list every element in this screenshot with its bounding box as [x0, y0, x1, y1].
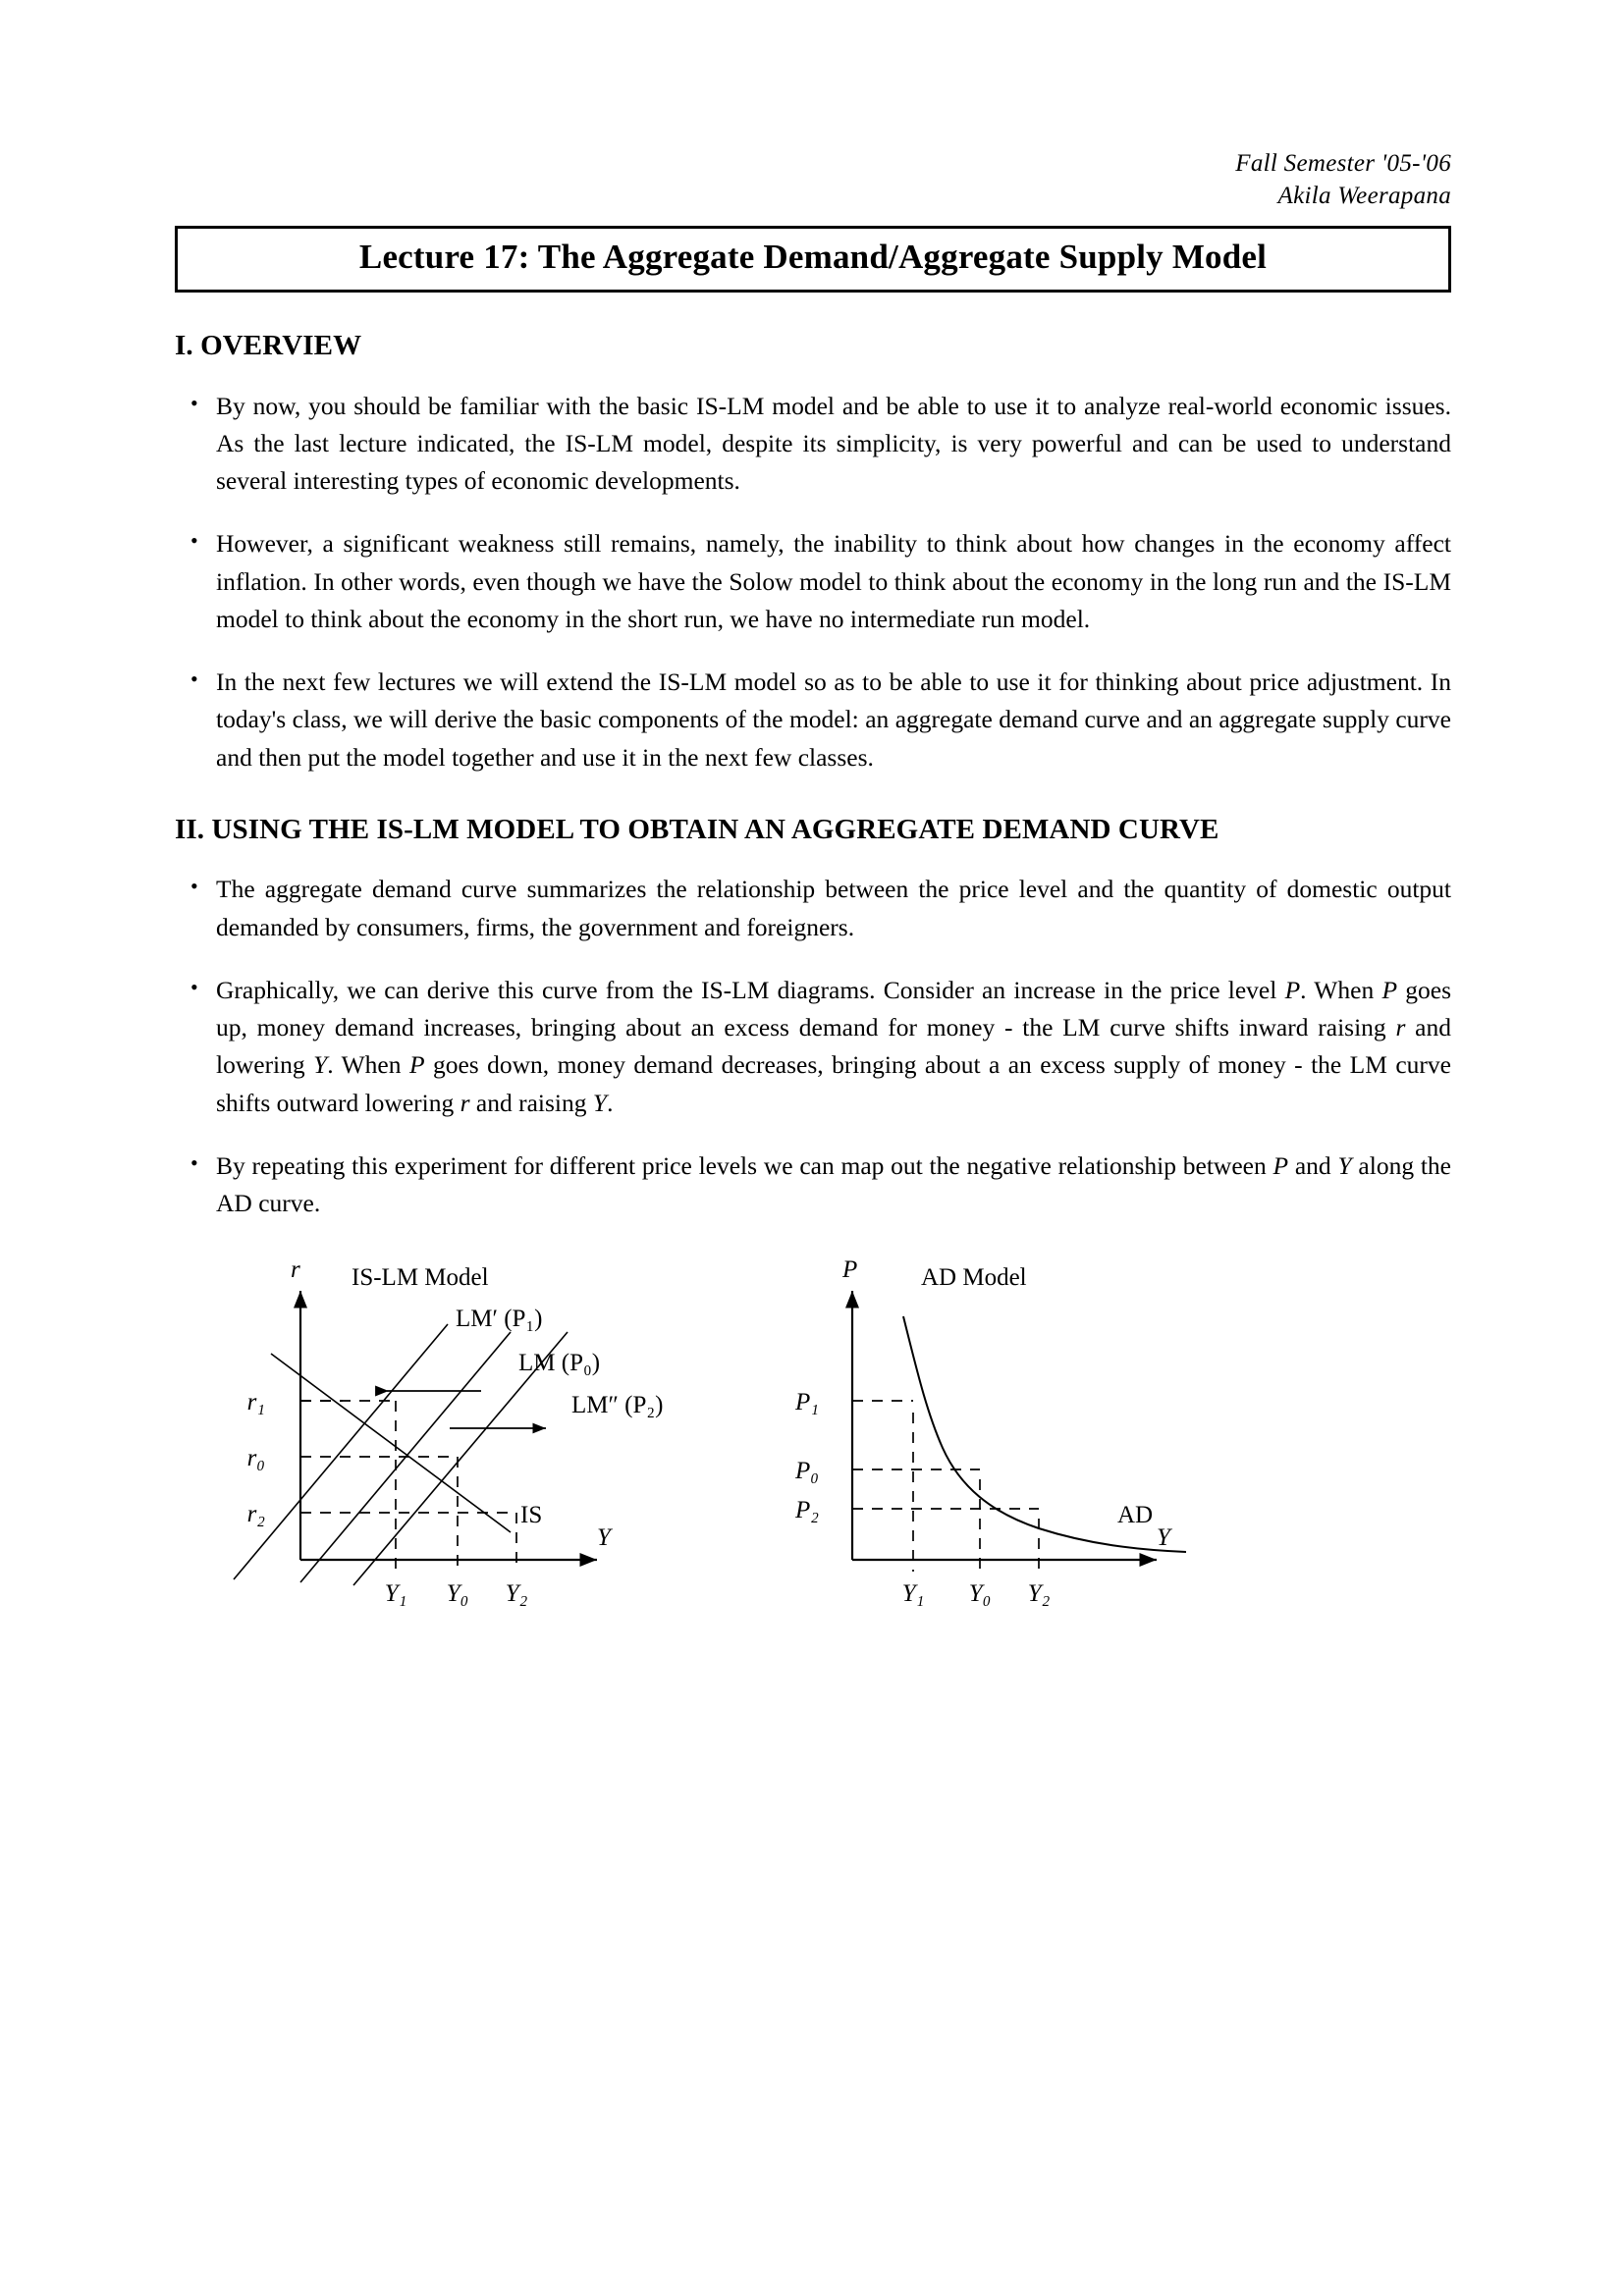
- ad-x-axis-label: Y: [1157, 1524, 1170, 1552]
- islm-chart-title: IS-LM Model: [352, 1264, 489, 1292]
- document-header: [175, 147, 1451, 212]
- list-item: • By now, you should be familiar with the basic IS-LM model and be able to use it to analyze real-world economic issues. As the last lecture indicated, the IS-LM model, despite its simplicity, is very powerful and can be used to understand several interesting types of economic developments.: [175, 388, 1451, 501]
- islm-x-axis-label: Y: [597, 1524, 611, 1552]
- islm-label-lm2: LM″ (P₂): [571, 1392, 664, 1419]
- bullet-graphical-p5: . When: [327, 1050, 409, 1080]
- ad-ytick-p2: P₂: [795, 1497, 819, 1524]
- islm-label-lm0: LM (P₀): [518, 1350, 601, 1377]
- list-item: • However, a significant weakness still remains, namely, the inability to think about how changes in the economy affect inflation. In other words, even though we have the Solow model to think about the economy in the long run and the IS-LM model to think about the economy in the short run, we have no intermediate run model.: [175, 525, 1451, 638]
- bullet-graphical-p2: . When: [1300, 975, 1382, 1004]
- author-label: Akila Weerapana: [1277, 183, 1451, 209]
- var-Y: Y: [313, 1050, 328, 1080]
- ad-ytick-p1: P₁: [795, 1389, 819, 1416]
- islm-xtick-y1: Y₁: [384, 1580, 407, 1608]
- list-item: [175, 871, 1451, 946]
- ad-xtick-y2: Y₂: [1027, 1580, 1051, 1608]
- ad-curve-label: AD: [1117, 1502, 1154, 1529]
- bullet-graphical-p8: .: [607, 1088, 614, 1117]
- var-P: P: [408, 1050, 425, 1080]
- islm-label-is: IS: [520, 1502, 543, 1529]
- section-heading-overview: I. OVERVIEW: [175, 330, 362, 361]
- var-P: P: [1381, 975, 1398, 1004]
- bullet-repeating-p3: along the AD curve.: [216, 1150, 1451, 1218]
- ad-chart-title: AD Model: [921, 1264, 1027, 1292]
- figure-islm-ad: [175, 1255, 1451, 1766]
- aggregate-demand-bullet-list: [175, 871, 1451, 1222]
- bullet-graphical-p6: goes down, money demand decreases, bringing about a an excess supply of money - the LM curve shifts outward lowering: [216, 1050, 1451, 1117]
- page-title: Lecture 17: The Aggregate Demand/Aggregate Supply Model: [358, 238, 1268, 276]
- islm-ytick-r2: r₂: [246, 1501, 265, 1528]
- var-P: P: [1272, 1150, 1289, 1180]
- islm-chart: [234, 1256, 663, 1607]
- figure-svg: [175, 1255, 1412, 1746]
- islm-y-axis-label: r: [291, 1256, 300, 1284]
- page-content: [175, 147, 1451, 1766]
- bullet-graphical-p1: Graphically, we can derive this curve from the IS-LM diagrams. Consider an increase in the price level: [216, 975, 1285, 1004]
- bullet-graphical-p4: and lowering: [216, 1013, 1451, 1080]
- ad-ytick-p0: P₀: [795, 1458, 819, 1485]
- islm-xtick-y2: Y₂: [505, 1580, 528, 1608]
- bullet-graphical-p7: and raising: [469, 1088, 593, 1117]
- list-item: • In the next few lectures we will extend the IS-LM model so as to be able to use it for thinking about price adjustment. In today's class, we will derive the basic components of the model: an aggregate demand curve and an aggregate supply curve and then put the model together and use it in the next few classes.: [175, 664, 1451, 776]
- ad-xtick-y0: Y₀: [968, 1580, 992, 1608]
- lecture-title-box: [175, 226, 1451, 293]
- islm-ytick-r0: r₀: [246, 1445, 265, 1472]
- list-item-text: The aggregate demand curve summarizes the relationship between the price level and the quantity of domestic output demanded by consumers, firms, the government and foreigners.: [216, 875, 1451, 941]
- var-r: r: [1395, 1013, 1406, 1042]
- ad-y-axis-label: P: [842, 1256, 858, 1284]
- islm-curve-lm1: [234, 1324, 448, 1579]
- bullet-graphical-p3: goes up, money demand increases, bringing about an excess demand for money - the LM curve shifts inward raising: [216, 975, 1451, 1042]
- var-Y: Y: [592, 1088, 608, 1117]
- ad-chart: [794, 1256, 1186, 1607]
- bullet-repeating-p1: By repeating this experiment for different price levels we can map out the negative relationship between: [216, 1150, 1273, 1180]
- list-item: [175, 1148, 1451, 1223]
- semester-label: Fall Semester '05-'06: [1235, 150, 1451, 177]
- var-P: P: [1284, 975, 1301, 1004]
- islm-xtick-y0: Y₀: [446, 1580, 469, 1608]
- section-heading-aggregate-demand: II. USING THE IS-LM MODEL TO OBTAIN AN AGGREGATE DEMAND CURVE: [175, 813, 1219, 845]
- var-Y: Y: [1337, 1150, 1352, 1180]
- overview-bullet-list: [175, 388, 1451, 776]
- var-r: r: [460, 1088, 470, 1117]
- bullet-repeating-p2: and: [1288, 1150, 1338, 1180]
- list-item: [175, 972, 1451, 1122]
- islm-ytick-r1: r₁: [246, 1389, 265, 1416]
- islm-label-lm1: LM′ (P₁): [456, 1306, 543, 1333]
- ad-xtick-y1: Y₁: [901, 1580, 925, 1608]
